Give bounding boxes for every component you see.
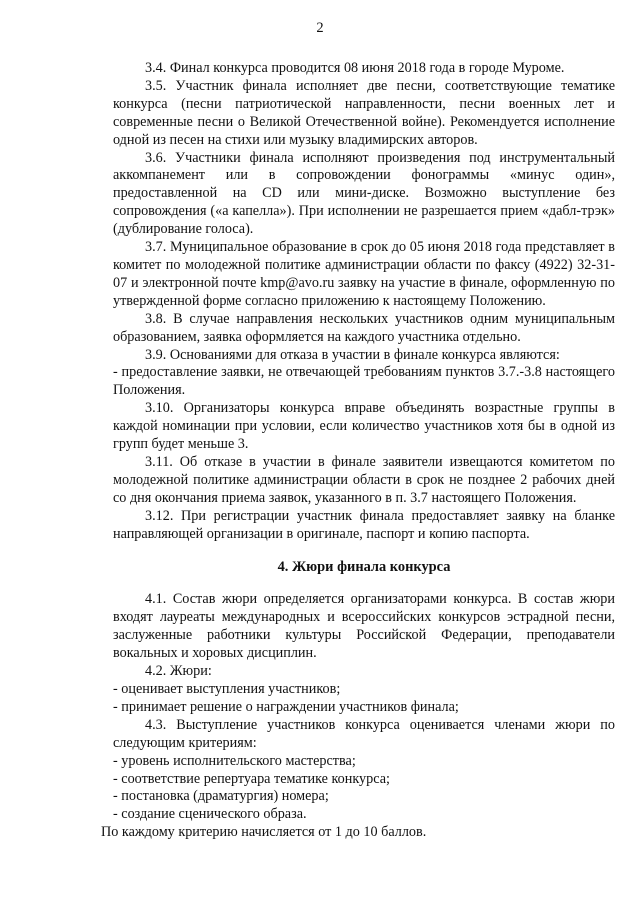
list-item-criterion: - постановка (драматургия) номера; bbox=[113, 788, 329, 805]
paragraph-3-7: 3.7. Муниципальное образование в срок до 05 июня 2018 года представляет в комитет по молодежной политике администрации области по факсу (4922) 32-31-07 и электронной почте kmp@avo.ru заявку на участие в финале, оформленную по утвержденной форме согласно приложению к настоящему Положению. bbox=[113, 239, 615, 309]
list-item-criterion: - соответствие репертуара тематике конкурса; bbox=[113, 770, 390, 787]
paragraph-3-6: 3.6. Участники финала исполняют произведения под инструментальный аккомпанемент или в сопровождении фонограммы «минус один», предоставленной на CD или мини-диске. Возможно выступление без сопровождения («а капелла»). При исполнении не разрешается прием «дабл-трэк» (дублирование голоса). bbox=[113, 149, 615, 238]
paragraph-4-2: 4.2. Жюри: bbox=[145, 663, 212, 680]
paragraph-4-1: 4.1. Состав жюри определяется организаторами конкурса. В состав жюри входят лауреаты международных и всероссийских конкурсов эстрадной песни, заслуженные работники культуры Российской Федерации, преподаватели вокальных и хоровых дисциплин. bbox=[113, 591, 615, 662]
section-heading-jury: 4. Жюри финала конкурса bbox=[277, 559, 451, 576]
page-number: 2 bbox=[316, 20, 324, 36]
paragraph-4-3: 4.3. Выступление участников конкурса оценивается членами жюри по следующим критериям: bbox=[113, 716, 615, 751]
list-item-refusal-reason: - предоставление заявки, не отвечающей требованиям пунктов 3.7.-3.8 настоящего Положения. bbox=[113, 364, 615, 399]
paragraph-3-10: 3.10. Организаторы конкурса вправе объединять возрастные группы в каждой номинации при условии, если количество участников хотя бы в одной из групп будет меньше 3. bbox=[113, 400, 615, 453]
scoring-note: По каждому критерию начисляется от 1 до 10 баллов. bbox=[101, 824, 427, 841]
paragraph-3-9: 3.9. Основаниями для отказа в участии в финале конкурса являются: bbox=[145, 346, 560, 363]
document-body bbox=[101, 60, 615, 842]
list-item-criterion: - создание сценического образа. bbox=[113, 806, 307, 823]
list-item-jury-duty: - оценивает выступления участников; bbox=[113, 681, 341, 697]
paragraph-3-12: 3.12. При регистрации участник финала предоставляет заявку на бланке направляющей организации в оригинале, паспорт и копию паспорта. bbox=[113, 507, 615, 542]
paragraph-3-11: 3.11. Об отказе в участии в финале заявители извещаются комитетом по молодежной политике администрации области в срок не позднее 2 рабочих дней со дня окончания приема заявок, указанного в п. 3.7 настоящего Положения. bbox=[113, 453, 615, 506]
list-item-jury-duty: - принимает решение о награждении участников финала; bbox=[113, 698, 459, 715]
list-item-criterion: - уровень исполнительского мастерства; bbox=[113, 752, 356, 769]
paragraph-3-4: 3.4. Финал конкурса проводится 08 июня 2018 года в городе Муроме. bbox=[145, 60, 565, 76]
paragraph-3-8: 3.8. В случае направления нескольких участников одним муниципальным образованием, заявка оформляется на каждого участника отдельно. bbox=[113, 310, 615, 345]
paragraph-3-5: 3.5. Участник финала исполняет две песни, соответствующие тематике конкурса (песни патриотической направленности, песни военных лет и современные песни о Великой Отечественной войне). Рекомендуется исполнение одной из песен на стихи или музыку владимирских авторов. bbox=[113, 77, 615, 148]
